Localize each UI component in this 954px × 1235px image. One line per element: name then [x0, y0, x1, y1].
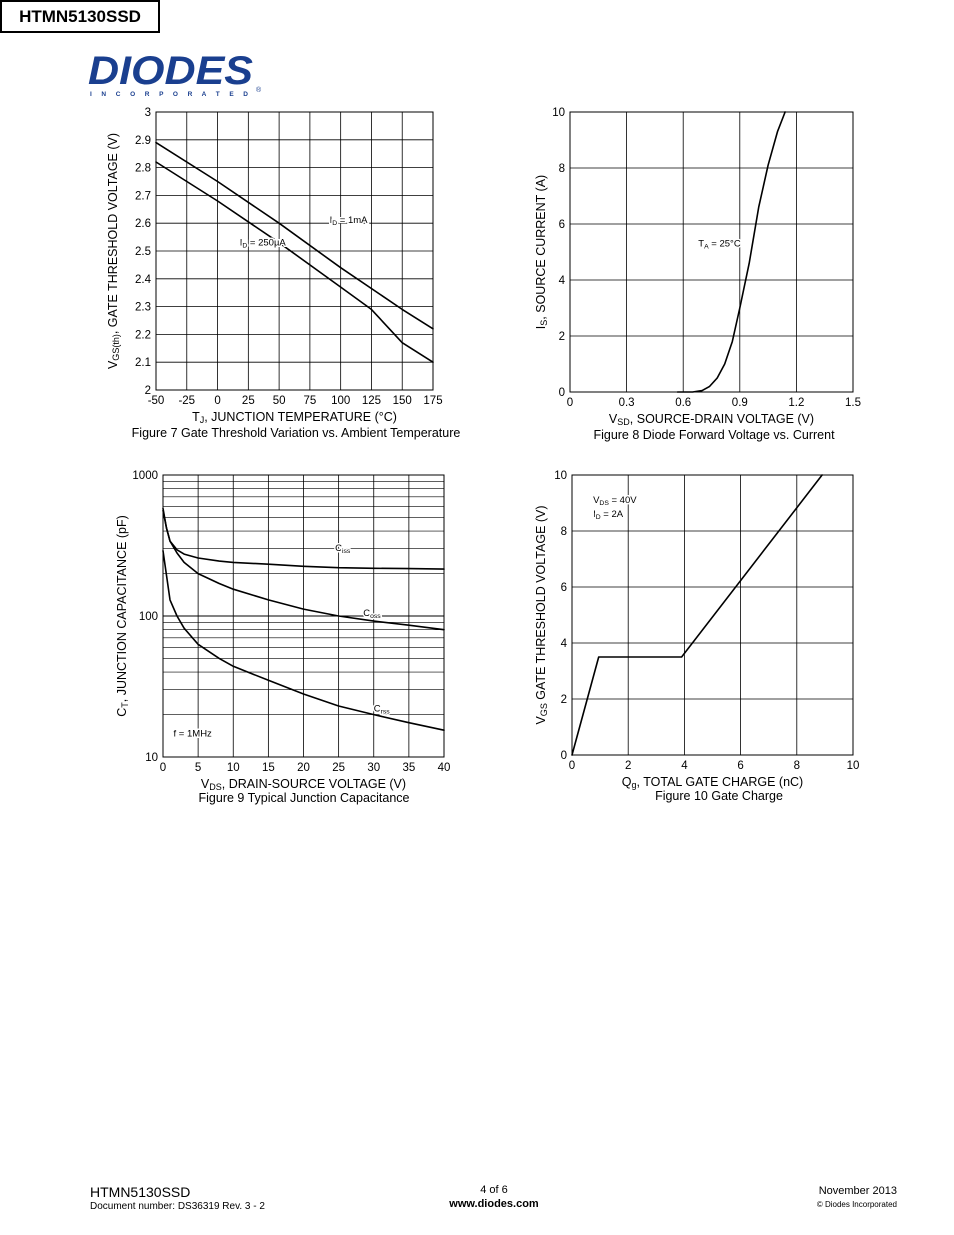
y-tick-label: 2	[144, 385, 151, 397]
y-tick-label: 2.8	[135, 162, 151, 175]
y-tick-label: 4	[558, 275, 565, 287]
y-tick-label: 8	[558, 163, 565, 175]
part-number-box: HTMN5130SSD	[0, 0, 160, 33]
x-tick-label: 0	[214, 395, 221, 407]
y-tick-label: 2.7	[135, 190, 151, 203]
x-tick-label: -25	[178, 395, 196, 407]
series-line	[678, 112, 786, 392]
x-tick-label: 50	[272, 395, 286, 407]
x-tick-label: 150	[392, 395, 412, 407]
footer-copyright: © Diodes Incorporated	[816, 1200, 897, 1209]
annotation-label: Crss	[373, 703, 390, 716]
x-axis-label: VSD, SOURCE-DRAIN VOLTAGE (V)	[608, 412, 815, 428]
x-tick-label: 4	[681, 760, 688, 772]
y-tick-label: 6	[558, 219, 565, 231]
x-tick-label: 1.2	[788, 397, 805, 409]
x-tick-label: 8	[793, 760, 801, 772]
footer-part-number: HTMN5130SSD	[90, 1184, 191, 1200]
y-axis-label: IS, SOURCE CURRENT (A)	[534, 174, 550, 330]
x-tick-label: 175	[423, 395, 443, 407]
y-tick-label: 2	[558, 331, 565, 343]
y-tick-label: 2.3	[135, 301, 151, 314]
annotation-label: ID = 250µA	[239, 237, 286, 250]
footer-document-number: Document number: DS36319 Rev. 3 - 2	[90, 1201, 265, 1212]
x-tick-label: 125	[361, 395, 382, 407]
y-tick-label: 0	[558, 387, 565, 399]
figure-7-caption: Figure 7 Gate Threshold Variation vs. Ambient Temperature	[131, 426, 461, 440]
annotation-label: Ciss	[335, 542, 351, 555]
x-tick-label: 10	[226, 762, 240, 774]
annotation-label: ID = 2A	[593, 509, 624, 521]
y-axis-label: VGS GATE THRESHOLD VOLTAGE (V)	[534, 505, 550, 725]
x-tick-label: 0.9	[731, 397, 748, 409]
x-tick-label: 0.3	[618, 397, 635, 409]
series-line	[156, 162, 433, 362]
logo-subtext: I N C O R P O R A T E D	[90, 91, 248, 98]
x-axis-label: Qg, TOTAL GATE CHARGE (nC)	[621, 775, 804, 791]
x-tick-label: 0	[566, 397, 574, 409]
y-tick-label: 2.1	[135, 357, 151, 370]
x-tick-label: 25	[332, 762, 346, 774]
y-tick-label: 3	[144, 107, 151, 119]
x-tick-label: 0.6	[675, 397, 692, 409]
grid	[163, 475, 444, 757]
y-tick-label: 2.2	[135, 329, 151, 342]
y-tick-label: 6	[560, 582, 567, 594]
annotation-label: VDS = 40V	[593, 495, 637, 507]
y-tick-label: 8	[560, 526, 567, 538]
x-tick-label: 2	[624, 760, 632, 772]
y-axis-label: VGS(th), GATE THRESHOLD VOLTAGE (V)	[106, 132, 122, 370]
y-tick-label: 0	[560, 750, 567, 762]
annotation-label: f = 1MHz	[173, 728, 212, 740]
footer-website[interactable]: www.diodes.com	[449, 1198, 539, 1210]
figure-8-chart	[520, 100, 870, 430]
x-tick-label: 6	[737, 760, 744, 772]
grid	[570, 112, 853, 392]
figure-7-chart	[95, 100, 480, 430]
x-axis-label: VDS, DRAIN-SOURCE VOLTAGE (V)	[200, 777, 407, 793]
x-tick-label: 15	[261, 762, 275, 774]
annotation-label: Coss	[363, 608, 381, 620]
grid	[156, 112, 433, 390]
y-axis-label: CT, JUNCTION CAPACITANCE (pF)	[115, 515, 131, 717]
figure-9-chart	[95, 460, 465, 793]
footer-date: November 2013	[818, 1185, 897, 1197]
x-tick-label: 0	[159, 762, 167, 774]
y-tick-label: 2.4	[135, 273, 151, 286]
series-line	[156, 143, 433, 329]
logo-text: DIODES	[88, 50, 254, 93]
x-tick-label: -50	[147, 395, 165, 407]
figure-10-chart	[520, 460, 870, 790]
x-tick-label: 5	[194, 762, 202, 774]
figure-10-caption: Figure 10 Gate Charge	[655, 789, 783, 803]
plot-frame	[570, 112, 853, 392]
y-tick-label: 2.6	[135, 218, 151, 231]
annotation-label: TA = 25°C	[698, 238, 741, 251]
annotation-label: ID = 1mA	[329, 215, 368, 227]
x-tick-label: 30	[367, 762, 381, 774]
y-tick-label: 4	[560, 638, 567, 650]
x-tick-label: 0	[568, 760, 576, 772]
x-tick-label: 25	[241, 395, 255, 407]
y-tick-label: 10	[145, 752, 158, 764]
footer-page-number: 4 of 6	[480, 1184, 508, 1196]
y-tick-label: 1000	[132, 470, 158, 482]
y-tick-label: 100	[138, 611, 158, 623]
x-tick-label: 35	[402, 762, 416, 774]
figure-8-caption: Figure 8 Diode Forward Voltage vs. Current	[593, 428, 835, 442]
x-axis-label: TJ, JUNCTION TEMPERATURE (°C)	[192, 410, 397, 426]
x-tick-label: 20	[297, 762, 310, 774]
y-tick-label: 10	[552, 107, 565, 119]
y-tick-label: 10	[554, 470, 567, 482]
x-tick-label: 1.5	[845, 397, 861, 409]
y-tick-label: 2	[560, 694, 567, 706]
x-tick-label: 40	[437, 762, 451, 774]
y-tick-label: 2.9	[135, 134, 151, 147]
x-tick-label: 75	[303, 395, 317, 407]
logo-registered-mark: ®	[256, 87, 262, 94]
x-tick-label: 100	[331, 395, 351, 407]
figure-9-caption: Figure 9 Typical Junction Capacitance	[198, 791, 410, 805]
x-tick-label: 10	[846, 760, 860, 772]
y-tick-label: 2.5	[135, 246, 151, 258]
diodes-logo	[88, 50, 266, 100]
